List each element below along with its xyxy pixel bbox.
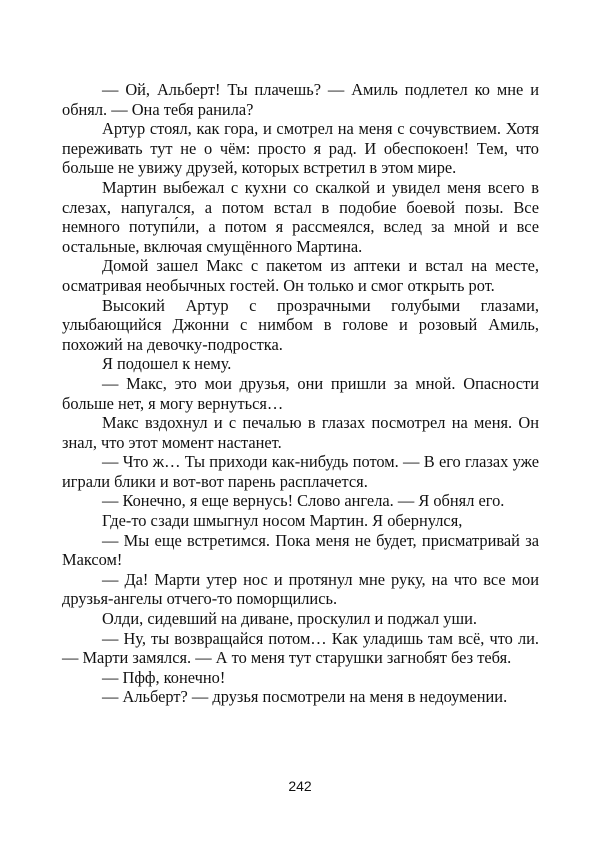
paragraph: Высокий Артур с прозрачными голубыми глазами, улыбающийся Джонни с нимбом в голове и розовый Амиль, похожий на девочку-подростка. [62, 295, 539, 354]
paragraph: Где-то сзади шмыгнул носом Мартин. Я обернулся, [102, 511, 463, 531]
paragraph: — Конечно, я еще вернусь! Слово ангела. — Я обнял его. [102, 491, 505, 511]
page-number: 242 [288, 778, 312, 794]
paragraph: — Альберт? — друзья посмотрели на меня в недоумении. [102, 687, 508, 707]
paragraph: Артур стоял, как гора, и смотрел на меня с сочувствием. Хотя переживать тут не о чём: просто я рад. И обеспокоен! Тем, что больше не увижу друзей, которых встретил в этом мире. [62, 119, 539, 178]
paragraph: — Макс, это мои друзья, они пришли за мной. Опасности больше нет, я могу вернуться… [62, 373, 539, 413]
paragraph: Олди, сидевший на диване, проскулил и поджал уши. [102, 609, 477, 629]
paragraph: Я подошел к нему. [102, 354, 232, 374]
paragraph: Макс вздохнул и с печалью в глазах посмотрел на меня. Он знал, что этот момент настанет. [62, 413, 539, 452]
paragraph: — Да! Марти утер нос и протянул мне руку, на что все мои друзья-ангелы отчего-то поморщились. [62, 569, 539, 609]
paragraph: Домой зашел Макс с пакетом из аптеки и встал на месте, осматривая необычных гостей. Он только и смог открыть рот. [62, 256, 539, 295]
paragraph: Мартин выбежал с кухни со скалкой и увидел меня всего в слезах, напугался, а потом встал в подобие боевой позы. Все немного потупи́ли, а потом я рассмеялся, вслед за мной и все остальные, включая смущённого Мартина. [62, 177, 539, 256]
body-text [62, 80, 539, 707]
paragraph: — Ой, Альберт! Ты плачешь? — Амиль подлетел ко мне и обнял. — Она тебя ранила? [62, 80, 539, 119]
paragraph: — Ну, ты возвращайся потом… Как уладишь там всё, что ли. — Марти замялся. — А то меня тут старушки загнобят без тебя. [62, 628, 539, 668]
paragraph: — Пфф, конечно! [102, 667, 226, 687]
paragraph: — Мы еще встретимся. Пока меня не будет, присматривай за Максом! [62, 530, 539, 570]
paragraph: — Что ж… Ты приходи как-нибудь потом. — В его глазах уже играли блики и вот-вот парень расплачется. [62, 452, 539, 491]
